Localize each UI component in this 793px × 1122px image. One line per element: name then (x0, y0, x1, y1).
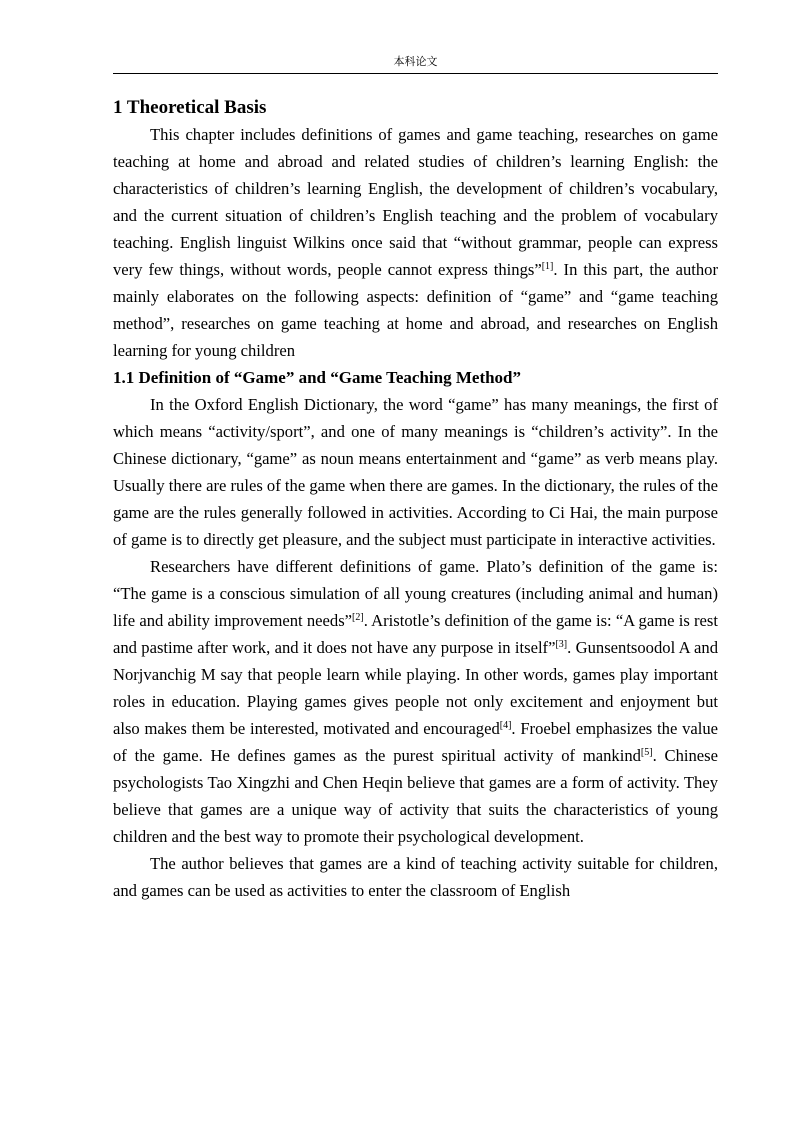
definition-paragraph-2 (113, 553, 718, 850)
para2-text-3: . Gunsentsoodol A and Norjvanchig M say that people learn while playing. In other words, games play important roles in education. Playing games gives people not only excitement and enjoyment but also makes them be interested, motivated and encouraged (113, 638, 718, 738)
para2-text-1: Researchers have different definitions of game. Plato’s definition of the game is: “The game is a conscious simulation of all young creatures (including animal and human) life and ability improvement needs” (113, 557, 718, 630)
citation-ref-1: [1] (541, 261, 554, 272)
intro-text-1: This chapter includes definitions of games and game teaching, researches on game teaching at home and abroad and related studies of children’s learning English: the characteristics of children’s learning English, the development of children’s vocabulary, and the current situation of children’s English teaching and the problem of vocabulary teaching. English linguist Wilkins once said that “without grammar, people can express very few things, without words, people cannot express things” (113, 125, 718, 279)
para2-text-4: . Froebel emphasizes the value of the game. He defines games as the purest spiritual activity of mankind (113, 719, 719, 765)
header-rule (113, 73, 718, 74)
definition-paragraph-3: The author believes that games are a kind of teaching activity suitable for children, and games can be used as activities to enter the classroom of English (113, 854, 718, 900)
definition-paragraph-1: In the Oxford English Dictionary, the word “game” has many meanings, the first of which means “activity/sport”, and one of many meanings is “children’s activity”. In the Chinese dictionary, “game” as noun means entertainment and “game” as verb means play. Usually there are rules of the game when there are games. In the dictionary, the rules of the game are the rules generally followed in activities. According to Ci Hai, the main purpose of game is to directly get pleasure, and the subject must participate in interactive activities. (113, 395, 718, 549)
para2-text-2: . Aristotle’s definition of the game is: “A game is rest and pastime after work, and it does not have any purpose in itself” (113, 611, 718, 657)
citation-ref-4: [4] (499, 720, 512, 731)
citation-ref-3: [3] (555, 639, 568, 650)
intro-text-2: . In this part, the author mainly elaborates on the following aspects: definition of “game” and “game teaching method”, researches on game teaching at home and abroad, and researches on English learning for young children (113, 260, 718, 360)
subsection-heading: 1.1 Definition of “Game” and “Game Teaching Method” (113, 368, 522, 387)
intro-paragraph (113, 121, 718, 364)
para2-text-5: . Chinese psychologists Tao Xingzhi and Chen Heqin believe that games are a form of activity. They believe that games are a unique way of activity that suits the characteristics of young children and the best way to promote their psychological development. (113, 746, 718, 846)
section-heading: 1 Theoretical Basis (113, 97, 267, 118)
page-content (113, 95, 718, 904)
citation-ref-5: [5] (640, 747, 653, 758)
running-header: 本科论文 (393, 55, 438, 68)
citation-ref-2: [2] (352, 612, 364, 623)
